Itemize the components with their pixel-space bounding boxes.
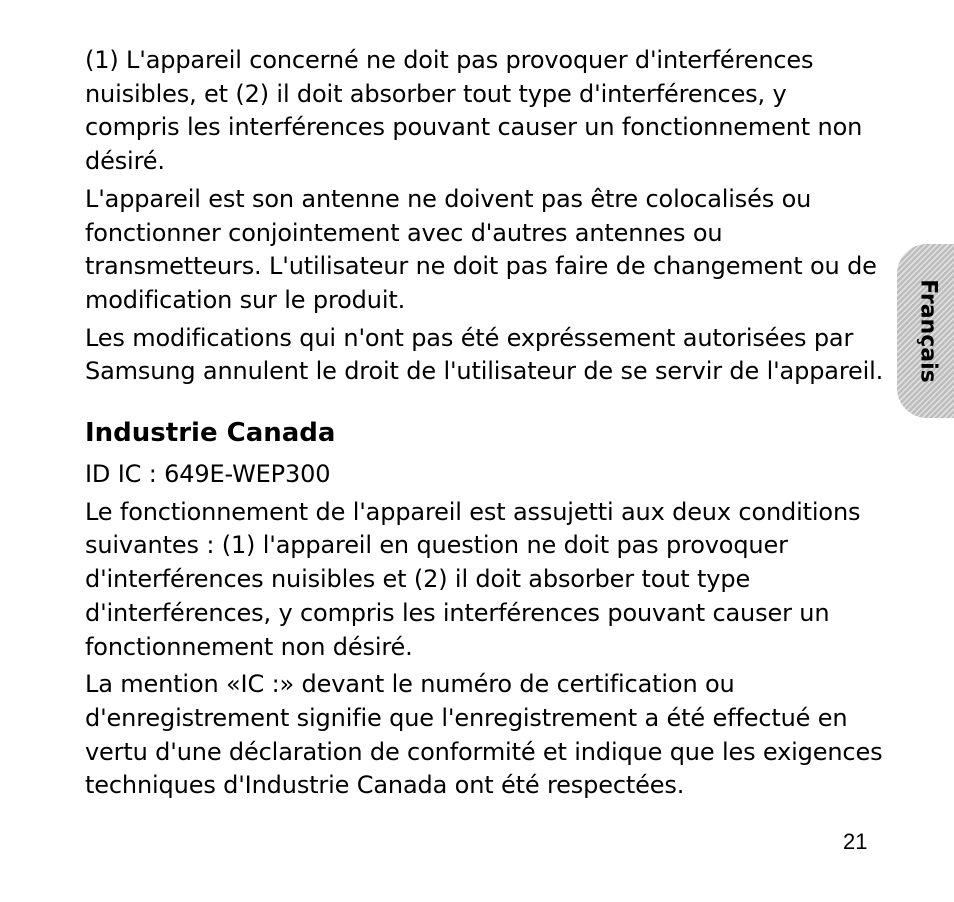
paragraph-modifications: Les modifications qui n'ont pas été expréssement autorisées par Samsung annulent le droit de l'utilisateur de se servir de l'appareil. — [85, 323, 884, 386]
paragraph-ic-conditions: Le fonctionnement de l'appareil est assujetti aux deux conditions suivantes : (1) l'appareil en question ne doit pas provoquer d'interférences nuisibles et (2) il doit absorber tout type d'interférences, y compris les interférences pouvant causer un fonctionnement non désiré. — [85, 497, 861, 661]
paragraph-antenna-colocation: L'appareil est son antenne ne doivent pas être colocalisés ou fonctionner conjointement avec d'autres antennes ou transmetteurs. L'utilisateur ne doit pas faire de changement ou de modification sur le produit. — [85, 184, 877, 314]
language-tab-label: Français — [915, 279, 941, 383]
paragraph-ic-mention: La mention «IC :» devant le numéro de certification ou d'enregistrement signifie que l'enregistrement a été effectué en vertu d'une déclaration de conformité et indique que les exigences techniques d'Industrie Canada ont été respectées. — [85, 670, 883, 800]
page-number: 21 — [843, 829, 868, 854]
section-title-industrie-canada: Industrie Canada — [85, 418, 336, 449]
paragraph-interference-conditions: (1) L'appareil concerné ne doit pas provoquer d'interférences nuisibles, et (2) il doit absorber tout type d'interférences, y compris les interférences pouvant causer un fonctionnement non désiré. — [85, 46, 863, 176]
ic-id-line: ID IC : 649E-WEP300 — [85, 460, 331, 489]
page-content — [85, 44, 885, 807]
